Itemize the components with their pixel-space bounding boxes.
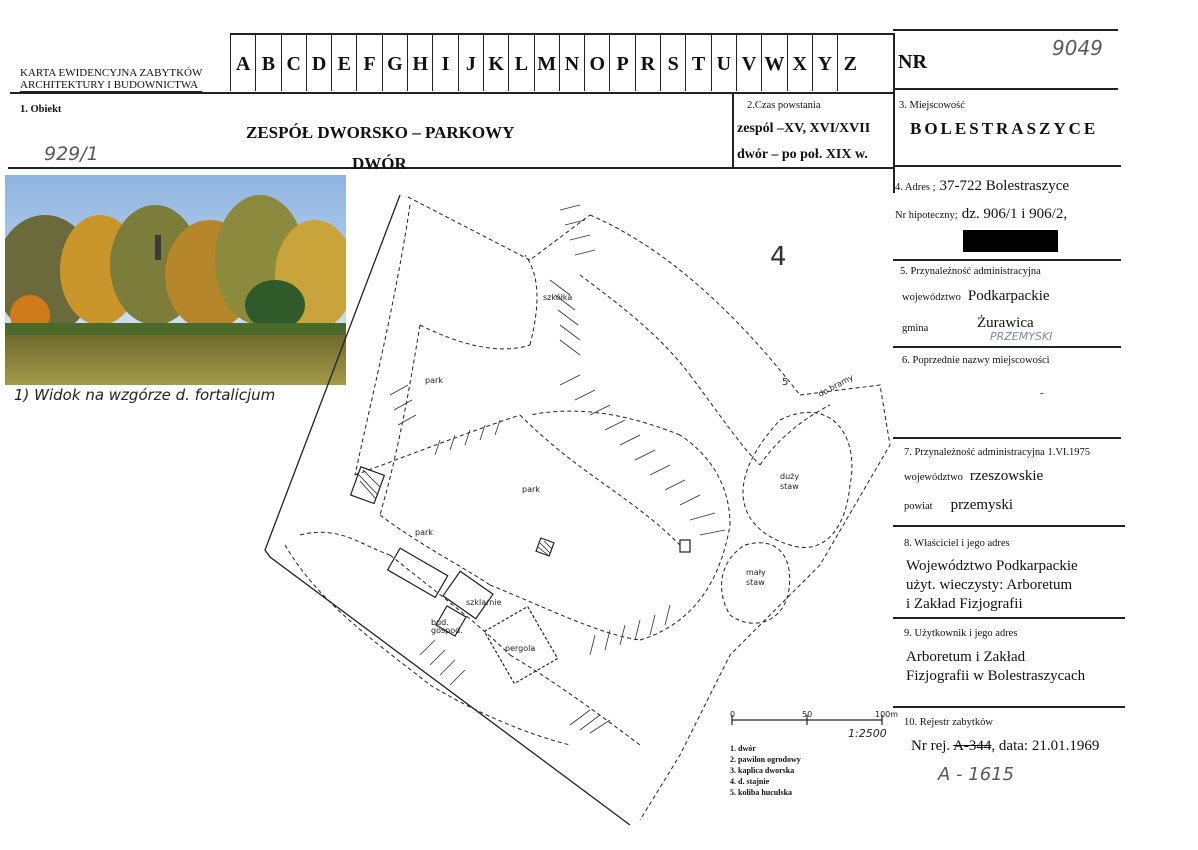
letter-cell-n: N — [559, 33, 584, 91]
letter-cell-e: E — [331, 33, 356, 91]
admin-commune-label: gmina — [902, 323, 929, 334]
map-label-maly-staw-2: staw — [746, 578, 765, 587]
owner-label: 8. Właściciel i jego adres — [904, 538, 1010, 549]
map-legend — [730, 744, 801, 797]
admin-1975-county-label: powiat — [904, 501, 933, 512]
user-line-2: Fizjografii w Bolestraszycach — [906, 668, 1086, 684]
legend-item-2: 2. pawilon ogrodowy — [730, 755, 801, 764]
letter-cell-f: F — [356, 33, 381, 91]
owner-line-2: użyt. wieczysty: Arboretum — [906, 577, 1073, 593]
letter-cell-y: Y — [812, 33, 837, 91]
owner-block — [906, 557, 1078, 614]
letter-cell-b: B — [255, 33, 280, 91]
user-label: 9. Użytkownik i jego adres — [904, 628, 1018, 639]
owner-line-3: i Zakład Fizjografii — [906, 596, 1023, 612]
legend-item-1: 1. dwór — [730, 744, 756, 753]
locality-value: BOLESTRASZYCE — [910, 119, 1099, 138]
address-label: 4. Adres ; — [895, 182, 936, 193]
mortgage-label: Nr hipoteczny; — [895, 210, 958, 221]
letter-cell-w: W — [761, 33, 786, 91]
letter-cell-g: G — [382, 33, 407, 91]
map-label-bud-1: bud. — [431, 618, 449, 627]
admin-1975-county-row — [904, 496, 1013, 514]
letter-cell-v: V — [736, 33, 761, 91]
object-label: 1. Obiekt — [20, 104, 62, 115]
scale-hundred: 100m — [875, 710, 899, 719]
mortgage-row — [895, 205, 1067, 223]
letter-cell-z: Z — [837, 33, 862, 91]
letter-cell-o: O — [584, 33, 609, 91]
mortgage-value: dz. 906/1 i 906/2, — [961, 206, 1068, 222]
object-subtitle: DWÓR — [352, 154, 407, 173]
letter-cell-d: D — [306, 33, 331, 91]
admin-voivodeship-label: województwo — [902, 292, 961, 303]
card-title-line-1: KARTA EWIDENCYJNA ZABYTKÓW — [20, 67, 203, 79]
legend-item-3: 3. kaplica dworska — [730, 766, 795, 775]
map-label-do-bramy: do bramy — [816, 372, 855, 399]
map-label-duzy-staw-2: staw — [780, 482, 799, 491]
photo-caption: 1) Widok na wzgórze d. fortalicjum — [14, 386, 276, 404]
scale-ratio: 1:2500 — [848, 727, 887, 740]
letter-cell-a: A — [230, 33, 255, 91]
map-label-szkolka: szkółka — [543, 293, 573, 302]
letter-cell-h: H — [407, 33, 432, 91]
object-title: ZESPÓŁ DWORSKO – PARKOWY — [246, 123, 515, 142]
address-row — [895, 177, 1069, 195]
scale-fifty: 50 — [802, 710, 813, 719]
letter-cell-i: I — [432, 33, 457, 91]
map-label-pergola: pergola — [505, 644, 536, 653]
letter-cell-l: L — [508, 33, 533, 91]
user-block — [906, 648, 1085, 686]
owner-line-1: Województwo Podkarpackie — [906, 558, 1078, 574]
user-line-1: Arboretum i Zakład — [906, 649, 1026, 665]
locality-label: 3. Miejscowość — [899, 100, 965, 111]
register-struck: A-344 — [953, 738, 992, 754]
admin-label: 5. Przynależność administracyjna — [900, 266, 1041, 277]
map-handwritten-5: 5 — [782, 377, 789, 388]
admin-1975-label: 7. Przynależność administracyjna 1.VI.1975 — [904, 447, 1091, 458]
letter-cell-p: P — [609, 33, 634, 91]
letter-cell-j: J — [458, 33, 483, 91]
object-handwritten-number: 929/1 — [44, 143, 99, 165]
letter-cell-k: K — [483, 33, 508, 91]
card-title — [20, 67, 202, 92]
map-label-duzy-staw-1: duży — [780, 472, 800, 481]
classification-letters — [230, 33, 862, 91]
site-plan-map — [260, 185, 900, 830]
map-label-maly-staw-1: mały — [746, 568, 766, 577]
register-handwritten-new: A - 1615 — [938, 764, 1015, 785]
address-value: 37-722 Bolestraszyce — [939, 178, 1070, 194]
letter-cell-s: S — [660, 33, 685, 91]
map-label-bud-2: gospod. — [431, 626, 463, 635]
letter-cell-u: U — [711, 33, 736, 91]
letter-cell-c: C — [281, 33, 306, 91]
admin-1975-voivodeship-value: rzeszowskie — [969, 468, 1044, 484]
map-handwritten-4: 4 — [770, 242, 787, 272]
nr-handwritten: 9049 — [1052, 36, 1103, 60]
admin-commune-value: Żurawica — [977, 315, 1034, 331]
map-label-park-1: park — [425, 376, 443, 385]
map-label-park-3: park — [415, 528, 433, 537]
dating-label: 2.Czas powstania — [747, 100, 821, 111]
scale-zero: 0 — [730, 710, 736, 719]
letter-cell-x: X — [787, 33, 812, 91]
legend-item-5: 5. koliba huculska — [730, 788, 793, 797]
admin-1975-voivodeship-label: województwo — [904, 472, 963, 483]
previous-names-label: 6. Poprzednie nazwy miejscowości — [902, 355, 1050, 366]
admin-1975-county-value: przemyski — [950, 497, 1014, 513]
dating-line-1: zespól –XV, XVI/XVII — [737, 121, 871, 136]
redaction-box — [963, 230, 1058, 252]
map-label-park-2: park — [522, 485, 540, 494]
register-label: 10. Rejestr zabytków — [904, 717, 993, 728]
register-prefix: Nr rej. — [911, 738, 951, 754]
admin-voivodeship-row — [902, 287, 1050, 305]
previous-names-value: - — [1040, 388, 1044, 399]
card-title-line-2: ARCHITEKTURY I BUDOWNICTWA — [20, 79, 202, 92]
admin-handwritten-powiat: PRZEMYSKI — [990, 330, 1053, 343]
admin-1975-voivodeship-row — [904, 467, 1043, 485]
nr-label: NR — [898, 51, 927, 73]
letter-cell-r: R — [635, 33, 660, 91]
register-suffix: , data: 21.01.1969 — [991, 738, 1100, 754]
legend-item-4: 4. d. stajnie — [730, 777, 770, 786]
dating-line-2: dwór – po poł. XIX w. — [737, 147, 868, 162]
register-row — [911, 738, 1099, 755]
letter-cell-t: T — [685, 33, 710, 91]
map-label-szklarnie: szklarnie — [466, 598, 502, 607]
admin-voivodeship-value: Podkarpackie — [967, 288, 1050, 304]
letter-cell-m: M — [534, 33, 559, 91]
